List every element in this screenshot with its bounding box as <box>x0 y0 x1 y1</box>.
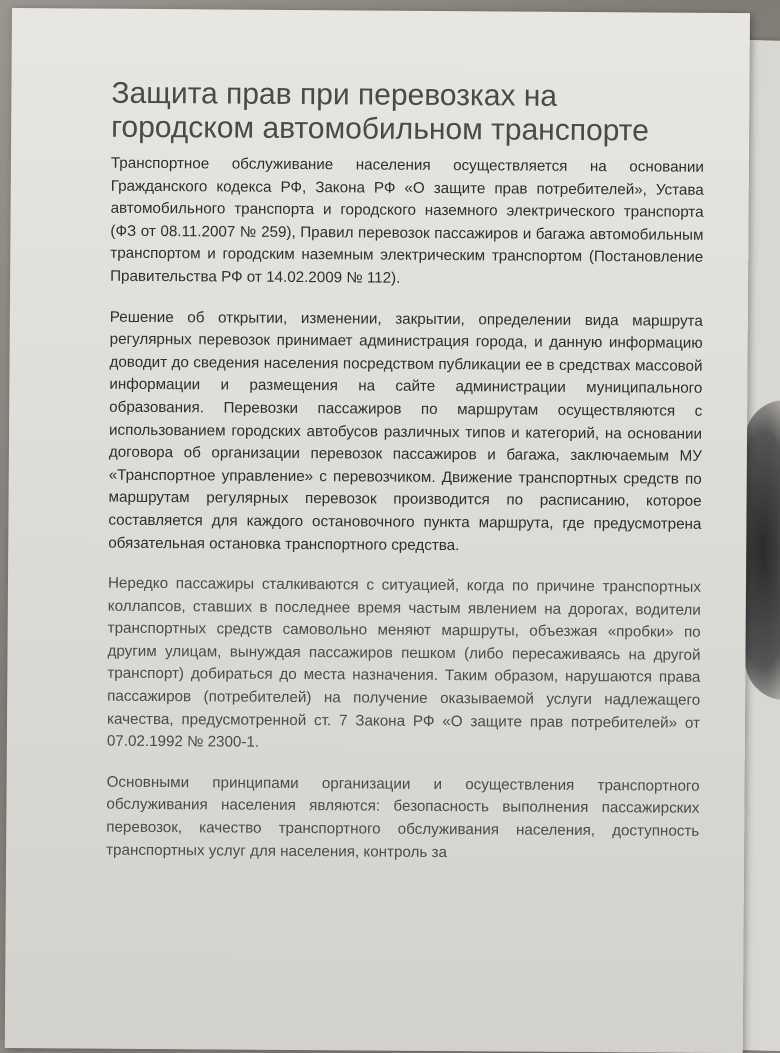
paragraph-route-decisions: Решение об открытии, изменении, закрытии, определении вида маршрута регулярных перевозок принимает администрация города, и данную информацию доводит до сведения населения посредством публикации ее в средствах массовой информации и размещения на сайте администрации муниципального образования. Перевозки пассажиров по маршрутам осуществляются с использованием городских автобусов различных типов и категорий, на основании договора об организации перевозок пассажиров и багажа, заключаемым МУ «Транспортное управление» с перевозчиком. Движение транспортных средств по маршрутам регулярных перевозок производится по расписанию, которое составляется для каждого остановочного пункта маршрута, где предусмотрена обязательная остановка транспортного средства. <box>108 308 703 554</box>
paragraph-principles: Основными принципами организации и осуществления транспортного обслуживания населения являются: безопасность выполнения пассажирских перевозок, качество транспортного обслуживания населения, доступность транспортных услуг для населения, контроль за <box>106 773 700 861</box>
document-content <box>106 77 705 884</box>
document-title: Защита прав при перевозках на городском автомобильном транспорте <box>111 76 649 148</box>
document-page <box>5 8 750 1053</box>
paragraph-route-violations: Нередко пассажиры сталкиваются с ситуацией, когда по причине транспортных коллапсов, ставших в последнее время частым явлением на дорогах, водители транспортных средств самовольно меняют маршруты, объезжая «пробки» по другим улицам, вынуждая пассажиров пешком (либо пересаживаясь на другой транспорт) добираться до места назначения. Таким образом, нарушаются права пассажиров (потребителей) на получение оказываемой услуги надлежащего качества, предусмотренной ст. 7 Закона РФ «О защите прав потребителей» от 07.02.1992 № 2300-1. <box>106 574 702 751</box>
background-object <box>745 400 780 700</box>
paragraph-legal-basis: Транспортное обслуживание населения осуществляется на основании Гражданского кодекса РФ, Закона РФ «О защите прав потребителей», Устава автомобильного транспорта и городского наземного электрического транспорта (ФЗ от 08.11.2007 № 259), Правил перевозок пассажиров и багажа автомобильным транспортом и городским наземным электрическим транспортом (Постановление Правительства РФ от 14.02.2009 № 112). <box>110 154 704 287</box>
